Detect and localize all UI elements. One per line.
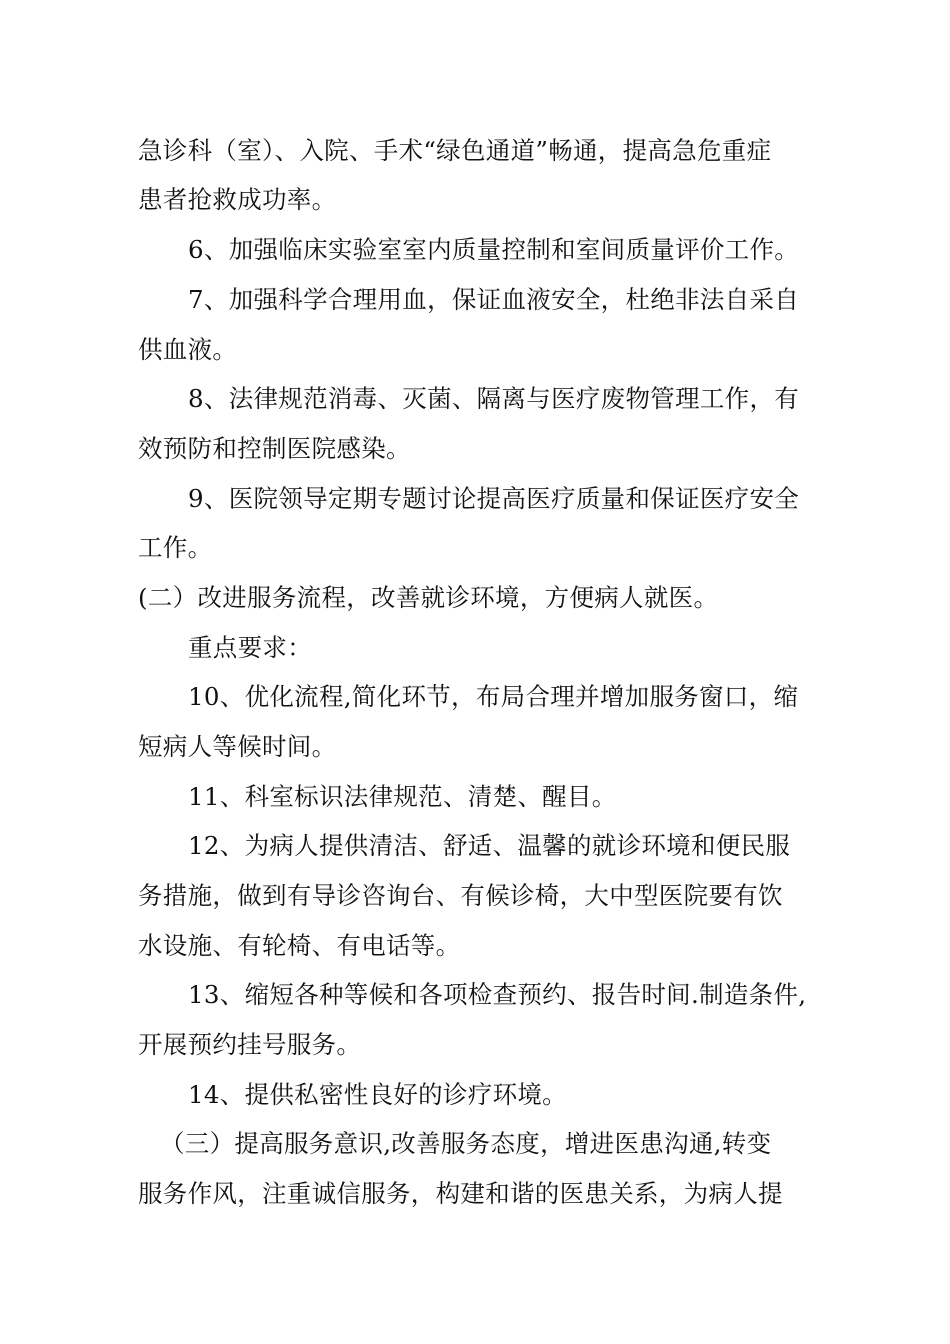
- text-line: 供血液。: [138, 335, 238, 364]
- text-line: 11、科室标识法律规范、清楚、醒目。: [188, 782, 617, 811]
- text-line: 9、医院领导定期专题讨论提高医疗质量和保证医疗安全: [188, 484, 800, 513]
- text-line: 10、优化流程,简化环节，布局合理并增加服务窗口，缩: [188, 682, 799, 711]
- text-line: 患者抢救成功率。: [138, 185, 337, 214]
- text-line: 7、加强科学合理用血，保证血液安全，杜绝非法自采自: [188, 285, 800, 314]
- text-line: 短病人等候时间。: [138, 732, 337, 761]
- text-line: 务措施，做到有导诊咨询台、有候诊椅，大中型医院要有饮: [138, 881, 783, 910]
- text-line: 工作。: [138, 533, 213, 562]
- text-line: 效预防和控制医院感染。: [138, 434, 411, 463]
- text-line: 12、为病人提供清洁、舒适、温馨的就诊环境和便民服: [188, 831, 791, 860]
- text-line: 急诊科（室）、入院、手术“绿色通道”畅通，提高急危重症: [138, 136, 772, 165]
- text-line: 8、法律规范消毒、灭菌、隔离与医疗废物管理工作，有: [188, 384, 800, 413]
- section-heading: （三）提高服务意识,改善服务态度，增进医患沟通,转变: [160, 1129, 772, 1158]
- section-heading: (二）改进服务流程，改善就诊环境，方便病人就医。: [138, 583, 719, 612]
- text-line: 服务作风，注重诚信服务，构建和谐的医患关系，为病人提: [138, 1179, 783, 1208]
- text-line: 6、加强临床实验室室内质量控制和室间质量评价工作。: [188, 235, 800, 264]
- subheading: 重点要求：: [188, 633, 312, 662]
- text-line: 14、提供私密性良好的诊疗环境。: [188, 1080, 567, 1109]
- text-line: 水设施、有轮椅、有电话等。: [138, 931, 461, 960]
- text-line: 13、缩短各种等候和各项检查预约、报告时间.制造条件,: [188, 980, 807, 1009]
- text-line: 开展预约挂号服务。: [138, 1030, 362, 1059]
